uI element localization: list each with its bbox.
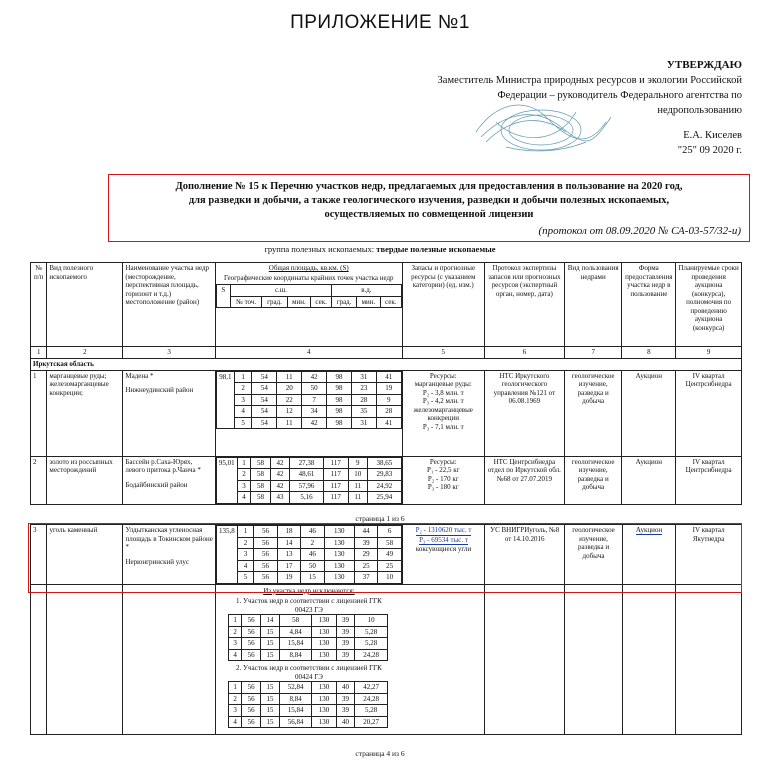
coord-cell: 1 bbox=[228, 682, 241, 694]
coord-cell: 8,84 bbox=[279, 649, 312, 661]
coord-cell: 130 bbox=[324, 560, 354, 572]
header-coords bbox=[215, 263, 402, 347]
coord-cell: 18 bbox=[277, 526, 300, 538]
colnum: 5 bbox=[402, 347, 484, 359]
coord-cell: 9 bbox=[348, 457, 367, 469]
coord-cell: 6 bbox=[378, 526, 402, 538]
coord-cell: 31 bbox=[351, 417, 376, 429]
coord-cell: 4,84 bbox=[279, 626, 312, 638]
highlight-box bbox=[28, 523, 742, 593]
coord-cell: 42 bbox=[302, 417, 327, 429]
approval-heading: УТВЕРЖДАЮ bbox=[666, 59, 742, 71]
header-deg-2: град. bbox=[332, 296, 357, 308]
column-number-row bbox=[31, 347, 742, 359]
row-protocol: НТС Иркутского геологического управления №121 от 06.08.1969 bbox=[484, 370, 564, 456]
reserve-note: коксующиеся угли bbox=[415, 545, 472, 553]
reserve-line: марганцевые руды: bbox=[414, 380, 472, 388]
excluded-label: Из участка недр исключаются: bbox=[263, 586, 355, 595]
coord-cell: 49 bbox=[378, 549, 402, 561]
signature-stamp-icon bbox=[466, 92, 616, 162]
coord-cell: 130 bbox=[312, 626, 336, 638]
coord-row bbox=[228, 682, 387, 694]
coord-cell: 28 bbox=[376, 406, 401, 418]
header-use: Вид пользования недрами bbox=[564, 263, 622, 347]
coord-cell: 37 bbox=[354, 572, 377, 584]
coord-cell: 15 bbox=[261, 649, 280, 661]
coord-cell: 39 bbox=[354, 537, 377, 549]
header-sec-2: сек. bbox=[380, 296, 401, 308]
area-value: 98,1 bbox=[216, 371, 234, 429]
coord-cell: 29,83 bbox=[368, 469, 402, 481]
coord-cell: 11 bbox=[348, 480, 367, 492]
coord-cell: 34 bbox=[302, 406, 327, 418]
coord-cell: 39 bbox=[336, 615, 355, 627]
coord-cell: 130 bbox=[312, 716, 336, 728]
coord-cell: 50 bbox=[302, 383, 327, 395]
coord-cell: 2 bbox=[228, 693, 241, 705]
coord-cell: 1 bbox=[237, 457, 251, 469]
row-num: 1 bbox=[31, 370, 47, 456]
coord-cell: 54 bbox=[252, 371, 277, 383]
colnum: 3 bbox=[123, 347, 215, 359]
coord-cell: 29 bbox=[354, 549, 377, 561]
coord-cell: 2 bbox=[301, 537, 324, 549]
row-terms: IV квартал Центрсибнедра bbox=[676, 456, 742, 504]
colnum: 4 bbox=[215, 347, 402, 359]
addendum-line-2: для разведки и добычи, а также геологического изучения, разведки и добычи полезных ископаемых, bbox=[188, 195, 670, 206]
approval-line-3: недропользованию bbox=[657, 105, 742, 116]
reserve-line: P₂ - 3,8 млн. т bbox=[422, 388, 464, 397]
addendum-line-1: Дополнение № 15 к Перечню участков недр, предлагаемых для предоставления в пользование на 2020 год, bbox=[175, 181, 683, 192]
row-type: золото из россыпных месторождений bbox=[47, 456, 123, 504]
coord-cell: 3 bbox=[237, 549, 254, 561]
coord-cell: 98 bbox=[327, 417, 352, 429]
coord-cell: 117 bbox=[323, 457, 348, 469]
coord-cell: 24,92 bbox=[368, 480, 402, 492]
row-coords bbox=[215, 370, 402, 456]
coord-cell: 15 bbox=[301, 572, 324, 584]
coord-cell: 117 bbox=[323, 480, 348, 492]
colnum: 1 bbox=[31, 347, 47, 359]
sub2-title: 2. Участок недр в соответствии с лицензией ГГК 00424 ГЭ bbox=[236, 664, 382, 681]
row-type: марганцевые руды; железомарганцевые конкреции; bbox=[47, 370, 123, 456]
coord-cell: 15 bbox=[261, 693, 280, 705]
coord-cell: 5 bbox=[237, 572, 254, 584]
row-use: геологическое изучение, разведка и добыча bbox=[565, 525, 623, 585]
coord-cell: 25 bbox=[378, 560, 402, 572]
coord-cell: 39 bbox=[336, 626, 355, 638]
header-min: мин. bbox=[287, 296, 311, 308]
coord-cell: 57,96 bbox=[290, 480, 324, 492]
colnum: 6 bbox=[484, 347, 564, 359]
coord-cell: 5,28 bbox=[355, 638, 388, 650]
header-reserves: Запасы и прогнозные ресурсы (с указанием категории) (ед. изм.) bbox=[402, 263, 484, 347]
coord-cell: 56 bbox=[242, 649, 261, 661]
reserve-line: P₃ - 4,2 млн. т bbox=[422, 397, 464, 405]
coord-cell: 56 bbox=[242, 705, 261, 717]
coord-cell: 130 bbox=[312, 682, 336, 694]
coord-cell: 27,38 bbox=[290, 457, 324, 469]
row-form: Аукцион bbox=[622, 370, 676, 456]
reserve-line: железомарганцевые конкреции bbox=[413, 405, 473, 422]
header-type: Вид полезного ископаемого bbox=[47, 263, 123, 347]
row-use: геологическое изучение, разведка и добыча bbox=[564, 370, 622, 456]
coord-cell: 7 bbox=[302, 394, 327, 406]
coord-cell: 19 bbox=[376, 383, 401, 395]
region-row: Иркутская область bbox=[31, 358, 742, 370]
row-name-cell bbox=[123, 456, 215, 504]
coord-cell: 130 bbox=[324, 549, 354, 561]
coord-cell: 50 bbox=[301, 560, 324, 572]
coord-cell: 15 bbox=[261, 626, 280, 638]
coord-row bbox=[216, 371, 401, 383]
coord-cell: 54 bbox=[252, 394, 277, 406]
excluded-row bbox=[31, 584, 742, 734]
coord-cell: 24,28 bbox=[355, 693, 388, 705]
area-value: 95,01 bbox=[216, 457, 237, 503]
row-name: Мадена * bbox=[125, 371, 154, 380]
coord-cell: 46 bbox=[301, 526, 324, 538]
reserve-line: Ресурсы: bbox=[429, 457, 457, 466]
coord-cell: 130 bbox=[312, 615, 336, 627]
coord-cell: 5,28 bbox=[355, 705, 388, 717]
row-protocol: УС ВНИГРИуголь, №8 от 14.10.2016 bbox=[485, 525, 565, 585]
colnum: 2 bbox=[47, 347, 123, 359]
header-protocol: Протокол экспертизы запасов или прогнозных ресурсов (экспертный орган, номер, дата) bbox=[484, 263, 564, 347]
coord-cell: 4 bbox=[237, 560, 254, 572]
approval-name: Е.А. Киселев bbox=[683, 130, 742, 141]
coord-cell: 39 bbox=[336, 638, 355, 650]
reserve-p3: P₃ - 69534 тыс. т bbox=[419, 535, 468, 544]
row-terms: IV квартал Якутнедра bbox=[676, 525, 742, 585]
coord-cell: 56 bbox=[242, 716, 261, 728]
reserve-line: P₃ - 180 кг bbox=[427, 483, 459, 491]
coord-cell: 40 bbox=[336, 682, 355, 694]
coord-cell: 54 bbox=[252, 417, 277, 429]
coord-cell: 98 bbox=[327, 383, 352, 395]
coord-cell: 98 bbox=[327, 406, 352, 418]
row-district: Нижнеудинский район bbox=[125, 386, 194, 394]
coord-cell: 46 bbox=[301, 549, 324, 561]
coord-row bbox=[216, 417, 401, 429]
reserve-line: P₁ - 22,5 кг bbox=[427, 466, 460, 474]
coord-cell: 130 bbox=[312, 693, 336, 705]
header-lon: в.д. bbox=[332, 285, 402, 297]
row-type: уголь каменный bbox=[47, 525, 123, 585]
coord-cell: 24,28 bbox=[355, 649, 388, 661]
row-num: 2 bbox=[31, 456, 47, 504]
coord-cell: 11 bbox=[277, 371, 302, 383]
excluded-section bbox=[215, 584, 484, 734]
coord-cell: 58 bbox=[251, 469, 270, 481]
coord-cell: 28 bbox=[351, 394, 376, 406]
addendum-protocol: (протокол от 08.09.2020 № СА-03-57/32-и) bbox=[538, 225, 741, 237]
group-line bbox=[0, 244, 760, 254]
header-terms: Планируемые сроки проведения аукциона (конкурса), полномочия по проведению аукциона (конкурса) bbox=[676, 263, 742, 347]
coord-cell: 39 bbox=[336, 649, 355, 661]
coord-cell: 56 bbox=[242, 693, 261, 705]
coord-row bbox=[228, 705, 387, 717]
reserve-line: P₂ - 170 кг bbox=[427, 474, 459, 483]
row-name: Улдытканская угленосная площадь в Токинском районе * bbox=[125, 526, 213, 551]
colnum: 8 bbox=[622, 347, 676, 359]
coord-cell: 10 bbox=[355, 615, 388, 627]
coord-row bbox=[216, 492, 401, 504]
row-form: Аукцион bbox=[622, 456, 676, 504]
coord-row bbox=[216, 469, 401, 481]
coord-cell: 14 bbox=[261, 615, 280, 627]
coord-cell: 3 bbox=[237, 480, 251, 492]
row-name-cell bbox=[123, 370, 215, 456]
coord-cell: 44 bbox=[354, 526, 377, 538]
coord-cell: 56,84 bbox=[279, 716, 312, 728]
coord-cell: 56 bbox=[254, 526, 277, 538]
row-num: 3 bbox=[31, 525, 47, 585]
coord-cell: 2 bbox=[228, 626, 241, 638]
page-number-1: страница 1 из 6 bbox=[355, 514, 405, 523]
coord-cell: 58 bbox=[279, 615, 312, 627]
coord-cell: 4 bbox=[234, 406, 252, 418]
row-reserves bbox=[402, 370, 484, 456]
parcels-table bbox=[30, 262, 742, 505]
header-point: № точ. bbox=[230, 296, 262, 308]
coord-cell: 38,65 bbox=[368, 457, 402, 469]
coord-cell: 130 bbox=[312, 649, 336, 661]
reserve-line: Ресурсы: bbox=[429, 371, 457, 380]
header-deg: град. bbox=[262, 296, 287, 308]
table-row bbox=[31, 456, 742, 504]
coord-cell: 58 bbox=[378, 537, 402, 549]
coord-cell: 56 bbox=[242, 638, 261, 650]
coord-cell: 56 bbox=[254, 549, 277, 561]
reserve-p2: P₂ - 1310620 тыс. т bbox=[415, 526, 472, 534]
coord-row bbox=[216, 406, 401, 418]
row-name: Бассейн р.Саха-Юрях, левого притока р.Чанча * bbox=[125, 457, 201, 474]
coord-cell: 117 bbox=[323, 469, 348, 481]
coord-cell: 25 bbox=[354, 560, 377, 572]
row-district: Бодайбинский район bbox=[125, 480, 188, 489]
coord-cell: 2 bbox=[237, 469, 251, 481]
header-sec: сек. bbox=[311, 296, 332, 308]
coord-cell: 3 bbox=[234, 394, 252, 406]
coord-cell: 5,28 bbox=[355, 626, 388, 638]
coord-cell: 2 bbox=[234, 383, 252, 395]
approval-line-1: Заместитель Министра природных ресурсов и экологии Российской bbox=[437, 75, 742, 86]
reserve-line: P₃ - 7,1 млн. т bbox=[422, 422, 464, 431]
coord-cell: 15 bbox=[261, 716, 280, 728]
coord-row bbox=[228, 693, 387, 705]
coord-row bbox=[228, 716, 387, 728]
coord-cell: 31 bbox=[351, 371, 376, 383]
coord-row bbox=[228, 638, 387, 650]
approval-line-2: Федерации – руководитель Федерального агентства по bbox=[497, 90, 742, 101]
coord-row bbox=[216, 383, 401, 395]
coord-cell: 8,84 bbox=[279, 693, 312, 705]
coord-row bbox=[228, 649, 387, 661]
group-label: группа полезных ископаемых: bbox=[264, 244, 375, 254]
row-terms: IV квартал Центрсибнедра bbox=[676, 370, 742, 456]
row-form-value: Аукцион bbox=[635, 526, 663, 534]
coord-cell: 25,94 bbox=[368, 492, 402, 504]
coord-row bbox=[216, 457, 401, 469]
coord-cell: 39 bbox=[336, 693, 355, 705]
coord-cell: 52,84 bbox=[279, 682, 312, 694]
coord-cell: 20,27 bbox=[355, 716, 388, 728]
coord-cell: 130 bbox=[324, 526, 354, 538]
coord-row bbox=[228, 626, 387, 638]
coord-cell: 15,84 bbox=[279, 638, 312, 650]
coord-cell: 41 bbox=[376, 371, 401, 383]
coord-cell: 130 bbox=[312, 705, 336, 717]
sub1-title: 1. Участок недр в соответствии с лицензией ГГК 00423 ГЭ bbox=[236, 597, 382, 614]
coord-cell: 3 bbox=[228, 705, 241, 717]
coord-cell: 10 bbox=[378, 572, 402, 584]
coord-cell: 98 bbox=[327, 371, 352, 383]
coord-cell: 130 bbox=[312, 638, 336, 650]
coord-cell: 4 bbox=[228, 716, 241, 728]
header-s: S bbox=[216, 285, 230, 308]
coord-cell: 15 bbox=[261, 638, 280, 650]
coord-cell: 48,61 bbox=[290, 469, 324, 481]
row-protocol: НТС Центрсибнедра отдел по Иркутской обл. №68 от 27.07.2019 bbox=[484, 456, 564, 504]
coord-cell: 56 bbox=[254, 560, 277, 572]
coord-cell: 23 bbox=[351, 383, 376, 395]
header-lat: с.ш. bbox=[230, 285, 331, 297]
coord-cell: 1 bbox=[228, 615, 241, 627]
coord-cell: 130 bbox=[324, 537, 354, 549]
coord-cell: 1 bbox=[237, 526, 254, 538]
coord-cell: 42 bbox=[302, 371, 327, 383]
coord-cell: 11 bbox=[277, 417, 302, 429]
coord-cell: 11 bbox=[348, 492, 367, 504]
coord-cell: 5 bbox=[234, 417, 252, 429]
row-reserves bbox=[402, 456, 484, 504]
coord-cell: 15,84 bbox=[279, 705, 312, 717]
coord-cell: 58 bbox=[251, 457, 270, 469]
coord-cell: 9 bbox=[376, 394, 401, 406]
coord-cell: 14 bbox=[277, 537, 300, 549]
area-value: 135,8 bbox=[216, 526, 237, 584]
colnum: 9 bbox=[676, 347, 742, 359]
row-district: Нерюнгринский улус bbox=[125, 557, 190, 566]
coord-cell: 40 bbox=[336, 716, 355, 728]
header-min-2: мин. bbox=[357, 296, 381, 308]
coord-cell: 4 bbox=[237, 492, 251, 504]
table-row bbox=[31, 370, 742, 456]
coord-cell: 10 bbox=[348, 469, 367, 481]
addendum-box bbox=[108, 174, 750, 242]
header-name: Наименование участка недр (месторождение, перспективная площадь, горизонт и т.д.) местоположение (район) bbox=[123, 263, 215, 347]
coord-cell: 35 bbox=[351, 406, 376, 418]
coord-cell: 130 bbox=[324, 572, 354, 584]
approval-date: "25" 09 2020 г. bbox=[677, 145, 742, 156]
coord-cell: 4 bbox=[228, 649, 241, 661]
group-value: твердые полезные ископаемые bbox=[376, 244, 496, 254]
coord-cell: 42 bbox=[270, 480, 289, 492]
row-coords bbox=[215, 456, 402, 504]
coord-cell: 54 bbox=[252, 383, 277, 395]
coord-cell: 22 bbox=[277, 394, 302, 406]
row-use: геологическое изучение, разведка и добыча bbox=[564, 456, 622, 504]
coord-cell: 56 bbox=[254, 537, 277, 549]
coord-cell: 58 bbox=[251, 480, 270, 492]
colnum: 7 bbox=[564, 347, 622, 359]
page-number-4: страница 4 из 6 bbox=[355, 749, 405, 758]
header-coords-label: Географические координаты крайних точек участка недр bbox=[223, 273, 394, 282]
coord-cell: 15 bbox=[261, 682, 280, 694]
coord-cell: 56 bbox=[254, 572, 277, 584]
coord-cell: 98 bbox=[327, 394, 352, 406]
coord-cell: 20 bbox=[277, 383, 302, 395]
coord-row bbox=[216, 394, 401, 406]
coord-cell: 42,27 bbox=[355, 682, 388, 694]
coord-row bbox=[216, 480, 401, 492]
coord-cell: 42 bbox=[270, 457, 289, 469]
coord-cell: 56 bbox=[242, 615, 261, 627]
header-area: Общая площадь, кв.км. (S) bbox=[268, 264, 349, 272]
coord-cell: 12 bbox=[277, 406, 302, 418]
coord-cell: 39 bbox=[336, 705, 355, 717]
header-num: № п/п bbox=[31, 263, 47, 347]
coord-cell: 1 bbox=[234, 371, 252, 383]
coord-cell: 17 bbox=[277, 560, 300, 572]
coord-cell: 2 bbox=[237, 537, 254, 549]
coord-cell: 56 bbox=[242, 682, 261, 694]
header-form: Форма предоставления участка недр в пользование bbox=[622, 263, 676, 347]
coord-cell: 117 bbox=[323, 492, 348, 504]
addendum-line-3: осуществляемых по совмещенной лицензии bbox=[324, 209, 534, 220]
coord-cell: 42 bbox=[270, 469, 289, 481]
coord-cell: 56 bbox=[242, 626, 261, 638]
coord-cell: 41 bbox=[376, 417, 401, 429]
coord-cell: 43 bbox=[270, 492, 289, 504]
coord-cell: 5,16 bbox=[290, 492, 324, 504]
coord-cell: 13 bbox=[277, 549, 300, 561]
coord-cell: 58 bbox=[251, 492, 270, 504]
coord-cell: 54 bbox=[252, 406, 277, 418]
coord-cell: 3 bbox=[228, 638, 241, 650]
document-title: ПРИЛОЖЕНИЕ №1 bbox=[290, 12, 470, 33]
coord-row bbox=[228, 615, 387, 627]
coord-cell: 19 bbox=[277, 572, 300, 584]
coord-cell: 15 bbox=[261, 705, 280, 717]
